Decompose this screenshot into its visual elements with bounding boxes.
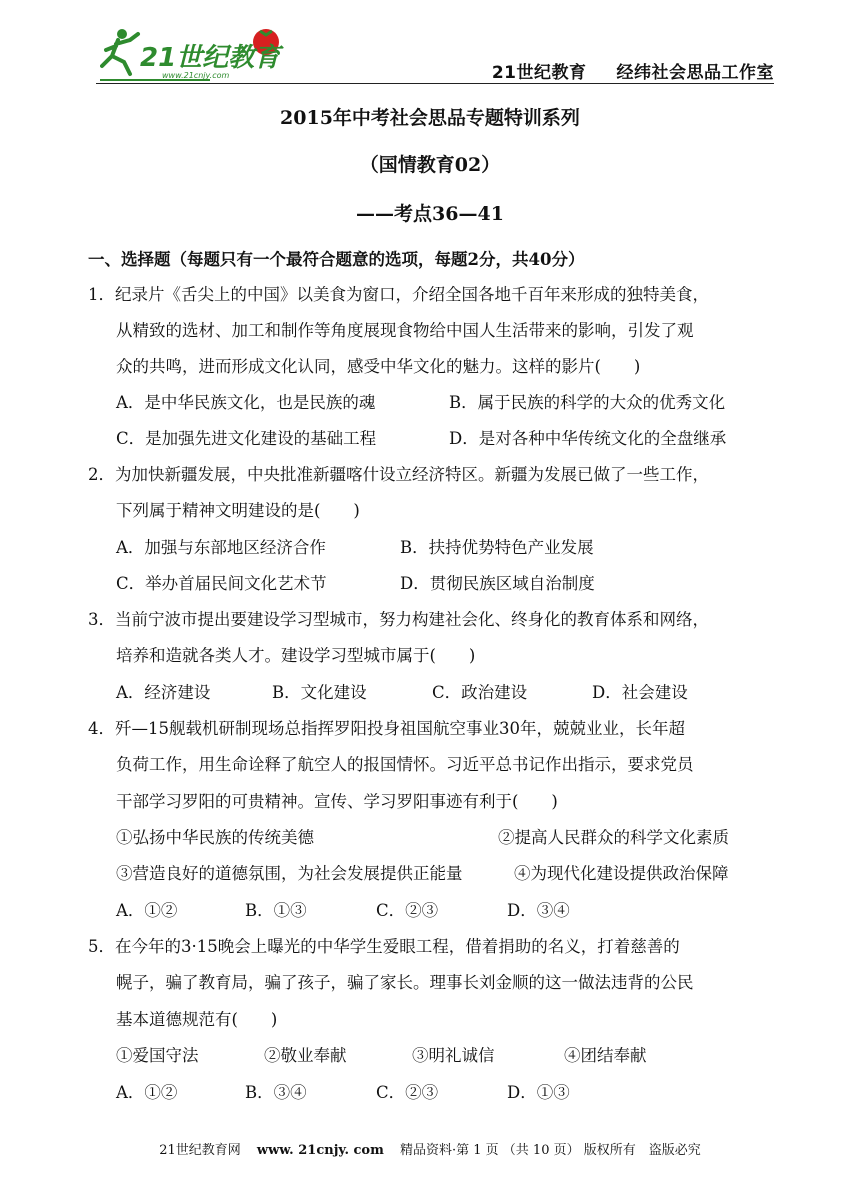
doc-topic: ——考点36—41 bbox=[356, 203, 504, 225]
statement-item: ②敬业奉献 bbox=[264, 1046, 347, 1065]
option-a: A．是中华民族文化，也是民族的魂 bbox=[116, 393, 376, 412]
page-header bbox=[0, 0, 860, 90]
footer-page-info: 精品资料·第 1 页 （共 10 页） 版权所有 盗版必究 bbox=[400, 1143, 701, 1158]
question-text: 1．纪录片《舌尖上的中国》以美食为窗口，介绍全国各地千百年来形成的独特美食， bbox=[88, 285, 709, 304]
logo-text: 21世纪教育 bbox=[140, 43, 281, 73]
question-text: 2．为加快新疆发展，中央批准新疆喀什设立经济特区。新疆为发展已做了一些工作， bbox=[88, 465, 709, 484]
option-a: A．①② bbox=[116, 1083, 178, 1102]
statement-item: ④为现代化建设提供政治保障 bbox=[514, 864, 729, 883]
statement-item: ④团结奉献 bbox=[564, 1046, 647, 1065]
option-c: C．②③ bbox=[376, 1083, 439, 1102]
question-text: 干部学习罗阳的可贵精神。宣传、学习罗阳事迹有利于( ) bbox=[116, 792, 558, 811]
doc-title: 2015年中考社会思品专题特训系列 bbox=[280, 107, 580, 129]
statement-item: ①爱国守法 bbox=[116, 1046, 199, 1065]
option-c: C．②③ bbox=[376, 901, 439, 920]
option-b: B．扶持优势特色产业发展 bbox=[400, 538, 594, 557]
question-text: 培养和造就各类人才。建设学习型城市属于( ) bbox=[116, 646, 476, 665]
21cnjy-logo bbox=[100, 26, 290, 82]
question-text: 4．歼—15舰载机研制现场总指挥罗阳投身祖国航空事业30年，兢兢业业，长年超 bbox=[88, 719, 685, 738]
option-a: A．经济建设 bbox=[116, 683, 211, 702]
doc-subtitle: （国情教育02） bbox=[359, 154, 501, 176]
option-c: C．政治建设 bbox=[432, 683, 528, 702]
header-brand bbox=[492, 58, 774, 83]
question-text: 5．在今年的3·15晚会上曝光的中华学生爱眼工程，借着捐助的名义，打着慈善的 bbox=[88, 937, 680, 956]
option-a: A．①② bbox=[116, 901, 178, 920]
section-heading: 一、选择题（每题只有一个最符合题意的选项，每题2分，共40分） bbox=[88, 250, 585, 269]
option-d: D．社会建设 bbox=[592, 683, 688, 702]
question-text: 下列属于精神文明建设的是( ) bbox=[116, 501, 360, 520]
option-d: D．是对各种中华传统文化的全盘继承 bbox=[449, 429, 727, 448]
option-b: B．①③ bbox=[245, 901, 307, 920]
page-footer bbox=[0, 1139, 860, 1158]
question-text: 从精致的选材、加工和制作等角度展现食物给中国人生活带来的影响，引发了观 bbox=[116, 321, 694, 340]
studio-name: 经纬社会思品工作室 bbox=[616, 63, 774, 83]
brand-name: 21世纪教育 bbox=[491, 63, 587, 83]
footer-site-link[interactable]: www. 21cnjy. com bbox=[256, 1143, 384, 1158]
option-c: C．是加强先进文化建设的基础工程 bbox=[116, 429, 377, 448]
option-b: B．③④ bbox=[245, 1083, 307, 1102]
statement-item: ①弘扬中华民族的传统美德 bbox=[116, 828, 314, 847]
option-b: B．文化建设 bbox=[272, 683, 367, 702]
option-a: A．加强与东部地区经济合作 bbox=[116, 538, 326, 557]
question-text: 3．当前宁波市提出要建设学习型城市，努力构建社会化、终身化的教育体系和网络， bbox=[88, 610, 709, 629]
footer-sitename: 21世纪教育网 bbox=[159, 1143, 241, 1158]
option-d: D．贯彻民族区域自治制度 bbox=[400, 574, 595, 593]
statement-item: ③营造良好的道德氛围，为社会发展提供正能量 bbox=[116, 864, 463, 883]
option-d: D．①③ bbox=[507, 1083, 570, 1102]
statement-item: ②提高人民群众的科学文化素质 bbox=[498, 828, 729, 847]
question-text: 负荷工作，用生命诠释了航空人的报国情怀。习近平总书记作出指示，要求党员 bbox=[116, 755, 694, 774]
option-d: D．③④ bbox=[507, 901, 570, 920]
question-text: 幌子，骗了教育局，骗了孩子，骗了家长。理事长刘金顺的这一做法违背的公民 bbox=[116, 973, 694, 992]
option-b: B．属于民族的科学的大众的优秀文化 bbox=[449, 393, 726, 412]
statement-item: ③明礼诚信 bbox=[412, 1046, 495, 1065]
question-text: 众的共鸣，进而形成文化认同，感受中华文化的魅力。这样的影片( ) bbox=[116, 357, 641, 376]
option-c: C．举办首届民间文化艺术节 bbox=[116, 574, 327, 593]
question-text: 基本道德规范有( ) bbox=[116, 1010, 278, 1029]
header-divider bbox=[96, 83, 774, 84]
logo-url: www.21cnjy.com bbox=[162, 71, 230, 80]
